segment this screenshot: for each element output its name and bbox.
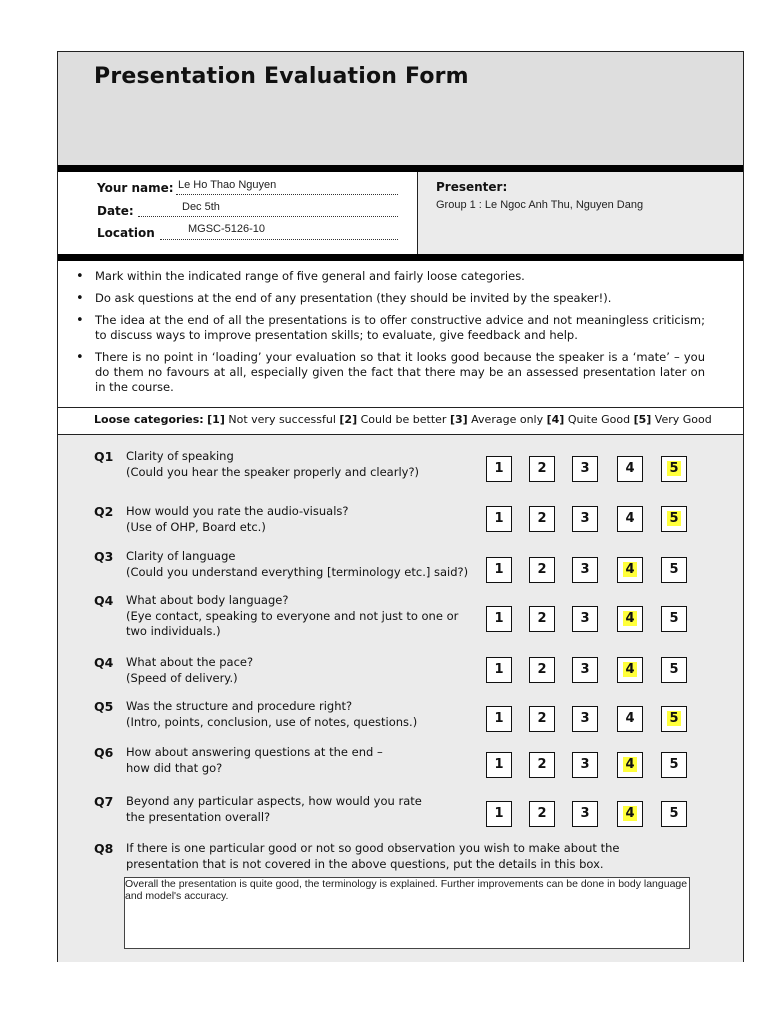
category-text: Very Good: [654, 413, 712, 426]
category-text: Quite Good: [567, 413, 631, 426]
rating-value: 1: [494, 662, 504, 677]
evaluation-form: [57, 51, 744, 962]
rating-value: 1: [494, 611, 504, 626]
question-text: [126, 699, 476, 730]
question-line: presentation that is not covered in the above questions, put the details in this box.: [126, 856, 604, 871]
rating-value: 3: [580, 806, 590, 821]
rating-value: 3: [580, 711, 590, 726]
question-number: Q5: [94, 699, 114, 714]
question-text: [126, 794, 476, 825]
rating-box-1[interactable]: [486, 606, 512, 632]
rating-value: 2: [537, 757, 547, 772]
rating-value: 3: [580, 662, 590, 677]
rating-box-3[interactable]: [572, 506, 598, 532]
rating-boxes: [486, 657, 696, 683]
your-name-field[interactable]: Le Ho Thao Nguyen: [178, 179, 277, 191]
question-line: What about body language?: [126, 593, 289, 607]
your-name-label: Your name:: [97, 181, 174, 195]
category-text: Average only: [471, 413, 544, 426]
rating-boxes: [486, 557, 696, 583]
presenter-field[interactable]: Group 1 : Le Ngoc Anh Thu, Nguyen Dang: [436, 199, 644, 211]
rating-box-4[interactable]: [617, 752, 643, 778]
category-num: [4]: [546, 413, 565, 426]
question-line: (Intro, points, conclusion, use of notes, questions.): [126, 714, 418, 729]
rating-value: 2: [537, 511, 547, 526]
rating-value: 5: [669, 511, 679, 526]
rating-box-1[interactable]: [486, 752, 512, 778]
rating-box-3[interactable]: [572, 657, 598, 683]
rating-box-2[interactable]: [529, 657, 555, 683]
category-num: [2]: [339, 413, 358, 426]
rating-box-5[interactable]: [661, 557, 687, 583]
rating-box-1[interactable]: [486, 657, 512, 683]
rating-box-3[interactable]: [572, 606, 598, 632]
rating-value: 4: [625, 511, 635, 526]
location-label: Location: [97, 226, 155, 240]
rating-box-1[interactable]: [486, 506, 512, 532]
rating-boxes: [486, 606, 696, 632]
rating-value: 1: [494, 757, 504, 772]
location-field[interactable]: MGSC-5126-10: [188, 223, 266, 235]
rating-box-5[interactable]: [661, 657, 687, 683]
rating-box-4[interactable]: [617, 506, 643, 532]
rating-boxes: [486, 456, 696, 482]
form-header: [58, 52, 743, 165]
rating-boxes: [486, 506, 696, 532]
category-num: [1]: [207, 413, 225, 426]
question-line: how did that go?: [126, 760, 223, 775]
question-text: [126, 655, 476, 686]
rating-value: 1: [494, 806, 504, 821]
rating-box-4[interactable]: [617, 456, 643, 482]
rating-value: 3: [580, 461, 590, 476]
rating-box-5[interactable]: [661, 506, 687, 532]
question-line: Clarity of speaking: [126, 449, 234, 463]
rating-value: 4: [625, 711, 635, 726]
question-line: What about the pace?: [126, 655, 254, 669]
rating-value: 4: [625, 806, 635, 821]
question-number: Q4: [94, 655, 114, 670]
rating-box-3[interactable]: [572, 557, 598, 583]
rating-value: 2: [537, 461, 547, 476]
date-line: [138, 204, 398, 217]
question-text: [126, 593, 476, 640]
rating-value: 5: [669, 757, 679, 772]
question-line: How about answering questions at the end –: [126, 745, 383, 759]
question-text: [126, 841, 666, 872]
rating-value: 5: [669, 662, 679, 677]
category-num: [5]: [633, 413, 652, 426]
rating-boxes: [486, 752, 696, 778]
rating-box-2[interactable]: [529, 606, 555, 632]
rating-box-1[interactable]: [486, 557, 512, 583]
rating-value: 2: [537, 806, 547, 821]
rating-value: 3: [580, 511, 590, 526]
reviewer-info: [58, 172, 418, 254]
question-line: Beyond any particular aspects, how would you rate: [126, 794, 422, 808]
rating-boxes: [486, 706, 696, 732]
rating-value: 4: [625, 461, 635, 476]
rating-value: 5: [669, 711, 679, 726]
rating-box-3[interactable]: [572, 752, 598, 778]
rating-value: 1: [494, 461, 504, 476]
question-number: Q3: [94, 549, 114, 564]
presenter-label: Presenter:: [436, 180, 508, 194]
rating-box-5[interactable]: [661, 606, 687, 632]
rating-box-1[interactable]: [486, 456, 512, 482]
question-line: How would you rate the audio-visuals?: [126, 504, 349, 518]
header-divider: [58, 165, 743, 172]
question-number: Q1: [94, 449, 114, 464]
rating-value: 2: [537, 662, 547, 677]
presenter-info: [418, 172, 743, 254]
rating-value: 4: [625, 562, 635, 577]
rating-box-2[interactable]: [529, 456, 555, 482]
question-line: Clarity of language: [126, 549, 236, 563]
question-line: If there is one particular good or not so good observation you wish to make about the: [126, 841, 620, 855]
question-line: (Could you understand everything [terminology etc.] said?): [126, 564, 469, 579]
question-text: [126, 449, 476, 480]
info-divider: [58, 254, 743, 261]
rating-box-5[interactable]: [661, 752, 687, 778]
question-number: Q2: [94, 504, 114, 519]
rating-value: 4: [625, 757, 635, 772]
rating-value: 3: [580, 757, 590, 772]
rating-box-2[interactable]: [529, 506, 555, 532]
rating-box-5[interactable]: [661, 706, 687, 732]
rating-value: 5: [669, 611, 679, 626]
rating-box-2[interactable]: [529, 752, 555, 778]
rating-value: 5: [669, 806, 679, 821]
rating-box-3[interactable]: [572, 456, 598, 482]
rating-box-1[interactable]: [486, 801, 512, 827]
rating-value: 4: [625, 611, 635, 626]
question-number: Q7: [94, 794, 114, 809]
instruction-item: • Do ask questions at the end of any presentation (they should be invited by the speaker!).: [95, 291, 705, 306]
question-line: Was the structure and procedure right?: [126, 699, 353, 713]
rating-value: 4: [625, 662, 635, 677]
question-line: (Could you hear the speaker properly and clearly?): [126, 464, 420, 479]
rating-box-1[interactable]: [486, 706, 512, 732]
instruction-item: • The idea at the end of all the presentations is to offer constructive advice and not meaningless criticism; to discuss ways to improve presentation skills; to evaluate, give feedback and help.: [95, 313, 705, 343]
category-text: Could be better: [360, 413, 447, 426]
rating-value: 5: [669, 562, 679, 577]
question-line: two individuals.): [126, 624, 221, 638]
instruction-item: • There is no point in ‘loading’ your evaluation so that it looks good because the speaker is a ‘mate’ – you do them no favours at all, especially given the fact that there may be an assessed presentation later on in the course.: [95, 350, 705, 395]
rating-boxes: [486, 801, 696, 827]
rating-box-5[interactable]: [661, 801, 687, 827]
loose-categories: [58, 407, 743, 435]
rating-value: 3: [580, 562, 590, 577]
question-number: Q8: [94, 841, 114, 856]
form-title: Presentation Evaluation Form: [94, 64, 469, 89]
category-text: Not very successful: [228, 413, 336, 426]
rating-value: 2: [537, 562, 547, 577]
rating-box-3[interactable]: [572, 706, 598, 732]
comment-box[interactable]: Overall the presentation is quite good, the terminology is explained. Further improvements can be done in body language and model's accuracy.: [124, 877, 690, 949]
question-line: (Speed of delivery.): [126, 670, 238, 685]
date-field[interactable]: Dec 5th: [182, 201, 220, 213]
rating-box-4[interactable]: [617, 657, 643, 683]
rating-value: 1: [494, 511, 504, 526]
question-line: (Eye contact, speaking to everyone and not just to one or: [126, 608, 459, 623]
rating-box-5[interactable]: [661, 456, 687, 482]
rating-value: 1: [494, 711, 504, 726]
question-text: [126, 549, 476, 580]
rating-value: 1: [494, 562, 504, 577]
question-number: Q4: [94, 593, 114, 608]
rating-box-4[interactable]: [617, 801, 643, 827]
question-text: [126, 745, 476, 776]
rating-box-2[interactable]: [529, 706, 555, 732]
category-num: [3]: [449, 413, 468, 426]
rating-box-2[interactable]: [529, 557, 555, 583]
question-text: [126, 504, 476, 535]
question-number: Q6: [94, 745, 114, 760]
rating-value: 2: [537, 611, 547, 626]
rating-value: 2: [537, 711, 547, 726]
rating-value: 3: [580, 611, 590, 626]
rating-box-4[interactable]: [617, 706, 643, 732]
rating-box-2[interactable]: [529, 801, 555, 827]
rating-value: 5: [669, 461, 679, 476]
date-label: Date:: [97, 204, 134, 218]
rating-box-3[interactable]: [572, 801, 598, 827]
rating-box-4[interactable]: [617, 606, 643, 632]
instruction-item: • Mark within the indicated range of five general and fairly loose categories.: [95, 269, 705, 284]
loose-categories-label: Loose categories:: [94, 413, 204, 426]
question-line: the presentation overall?: [126, 809, 271, 824]
rating-box-4[interactable]: [617, 557, 643, 583]
question-line: (Use of OHP, Board etc.): [126, 519, 266, 534]
